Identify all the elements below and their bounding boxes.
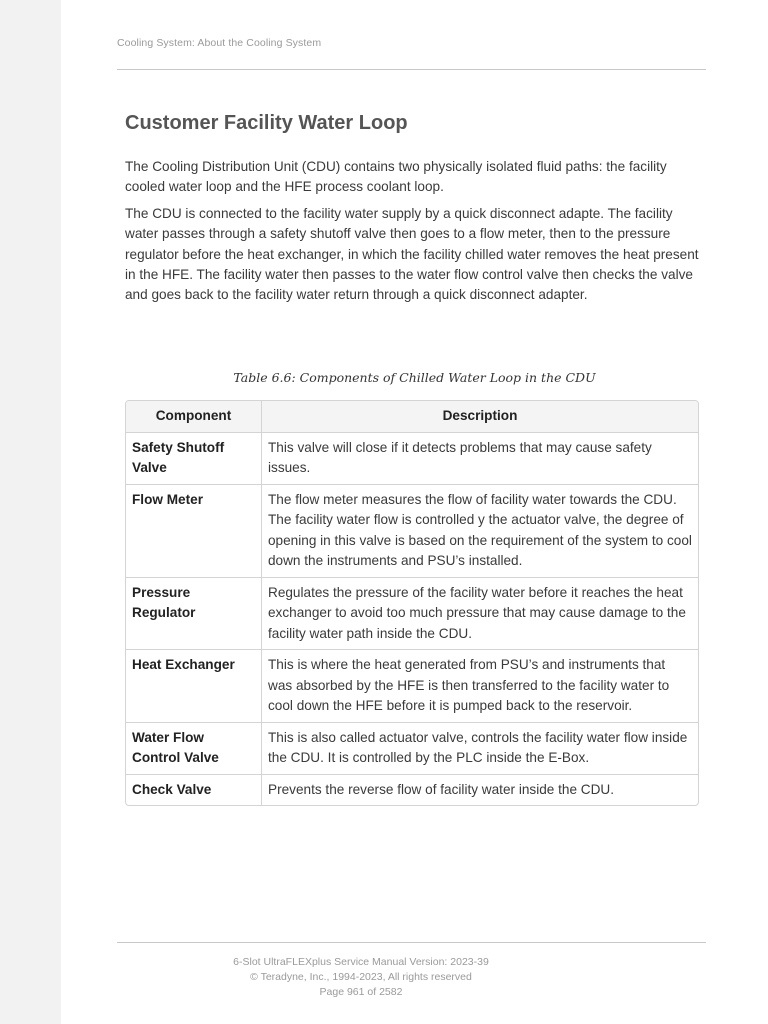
table-row	[126, 432, 698, 484]
description-cell: This valve will close if it detects problems that may cause safety issues.	[262, 432, 699, 484]
footer-copyright: © Teradyne, Inc., 1994-2023, All rights reserved	[250, 971, 472, 983]
table-header-row	[126, 401, 698, 432]
description-cell: This is also called actuator valve, controls the facility water flow inside the CDU. It is controlled by the PLC inside the E-Box.	[262, 722, 699, 774]
footer-divider	[117, 942, 706, 943]
table-row	[126, 484, 698, 577]
document-page	[61, 0, 768, 1024]
running-header: Cooling System: About the Cooling System	[117, 37, 322, 49]
component-cell: Check Valve	[126, 774, 262, 805]
column-header-description: Description	[262, 401, 699, 432]
component-cell: Pressure Regulator	[126, 577, 262, 650]
footer-page-number: Page 961 of 2582	[319, 986, 403, 998]
column-header-component: Component	[126, 401, 262, 432]
description-cell: This is where the heat generated from PSU’s and instruments that was absorbed by the HFE is then transferred to the facility water to cool down the HFE before it is pumped back to the reservoir.	[262, 650, 699, 723]
components-table	[125, 400, 699, 806]
section-title: Customer Facility Water Loop	[125, 112, 408, 134]
table-row	[126, 774, 698, 805]
component-cell: Safety Shutoff Valve	[126, 432, 262, 484]
page-footer	[61, 955, 661, 1000]
description-cell: Prevents the reverse flow of facility water inside the CDU.	[268, 781, 615, 797]
description-paragraph: The CDU is connected to the facility water supply by a quick disconnect adapte. The facility water passes through a safety shutoff valve then goes to a flow meter, then to the pressure regulator before the heat exchanger, in which the facility chilled water removes the heat present in the HFE. The facility water then passes to the water flow control valve then checks the valve and goes back to the facility water return through a quick disconnect adapter.	[125, 206, 699, 303]
description-cell: Regulates the pressure of the facility water before it reaches the heat exchanger to avoid too much pressure that may cause damage to the facility water path inside the CDU.	[262, 577, 699, 650]
component-cell: Flow Meter	[126, 484, 262, 577]
table-caption: Table 6.6: Components of Chilled Water Loop in the CDU	[233, 370, 596, 385]
description-cell: The flow meter measures the flow of facility water towards the CDU. The facility water flow is controlled y the actuator valve, the degree of opening in this valve is based on the requirement of the system to cool down the instruments and PSU’s installed.	[262, 484, 699, 577]
component-cell: Water Flow Control Valve	[126, 722, 262, 774]
component-cell: Heat Exchanger	[126, 650, 262, 723]
header-divider	[117, 69, 706, 70]
intro-paragraph: The Cooling Distribution Unit (CDU) contains two physically isolated fluid paths: the facility cooled water loop and the HFE process coolant loop.	[125, 159, 667, 195]
table-row	[126, 650, 698, 723]
table-row	[126, 722, 698, 774]
footer-manual-version: 6-Slot UltraFLEXplus Service Manual Version: 2023-39	[233, 956, 489, 968]
table-row	[126, 577, 698, 650]
left-margin-strip	[0, 0, 61, 1024]
